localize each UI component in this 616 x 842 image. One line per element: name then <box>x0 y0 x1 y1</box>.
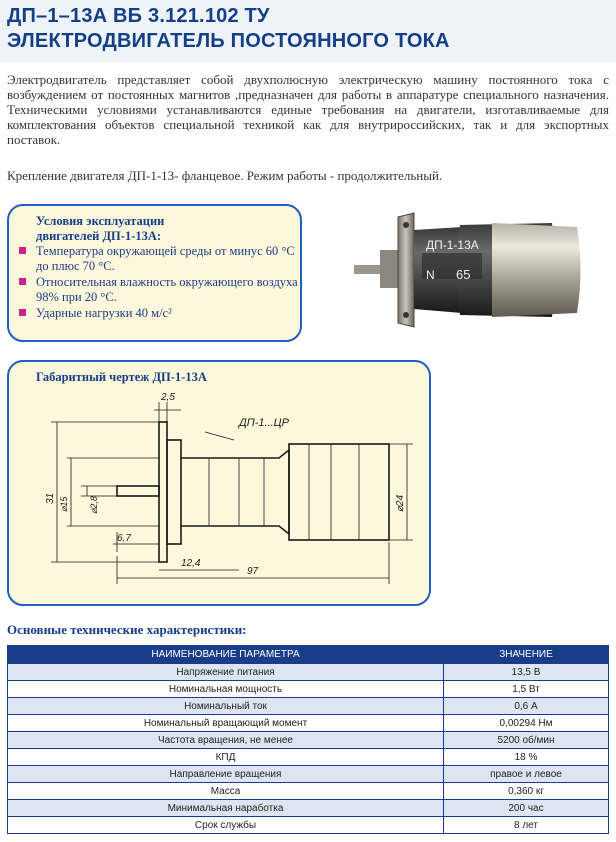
conditions-panel <box>7 204 302 342</box>
param-name: Номинальная мощность <box>8 681 444 698</box>
param-name: Номинальный вращающий момент <box>8 715 444 732</box>
drawing-flange <box>159 422 167 562</box>
flange-hole <box>403 222 409 228</box>
param-name: КПД <box>8 749 444 766</box>
table-row <box>8 749 609 766</box>
dim-12-4: 12,4 <box>181 558 201 569</box>
conditions-item <box>19 275 299 304</box>
drawing-title: Габаритный чертеж ДП-1-13А <box>36 370 207 384</box>
bullet-icon <box>19 247 26 254</box>
param-name: Частота вращения, не менее <box>8 732 444 749</box>
motor-collar <box>380 250 398 288</box>
dim-d24: ⌀24 <box>395 494 406 512</box>
drawing-body <box>181 450 289 534</box>
dim-31: 31 <box>45 492 56 504</box>
param-name: Масса <box>8 783 444 800</box>
motor-shaft <box>354 265 380 274</box>
param-name: Напряжение питания <box>8 664 444 681</box>
table-row <box>8 766 609 783</box>
flange-hole <box>403 312 409 318</box>
param-name: Направление вращения <box>8 766 444 783</box>
conditions-item <box>19 306 299 321</box>
intro-paragraph: Электродвигатель представляет собой двухполюсную электрическую машину постоянного тока с возбуждением от постоянных магнитов ,предназначен для работы в аппаратуре специального назначения. Техническими условиями устанавливаются единые требования на двигатели, изготавливаемые для комплектования объектов специальной техникой как для внутрироссийских, так и для экспортных поставок. <box>7 72 609 147</box>
motor-end-cap <box>492 223 581 317</box>
doc-code-title: ДП–1–13А ВБ 3.121.102 ТУ <box>7 5 270 27</box>
conditions-item-text: Относительная влажность окружающего воздуха 98% при 20 °С. <box>36 275 298 304</box>
conditions-title-line1: Условия эксплуатации <box>36 214 165 228</box>
param-name: Срок службы <box>8 817 444 834</box>
doc-main-title: ЭЛЕКТРОДВИГАТЕЛЬ ПОСТОЯННОГО ТОКА <box>7 30 450 52</box>
motor-letter: N <box>426 268 435 282</box>
conditions-title-line2: двигателей ДП-1-13А: <box>36 229 162 243</box>
param-value: 0,6 А <box>444 698 609 715</box>
param-name: Номинальный ток <box>8 698 444 715</box>
bullet-icon <box>19 278 26 285</box>
table-row <box>8 800 609 817</box>
drawing-shaft <box>117 486 159 496</box>
table-row <box>8 698 609 715</box>
dimension-drawing <box>9 362 431 606</box>
drawing-outline <box>117 422 389 562</box>
specs-header-value: ЗНАЧЕНИЕ <box>444 646 609 664</box>
specs-header-param: НАИМЕНОВАНИЕ ПАРАМЕТРА <box>8 646 444 664</box>
drawing-flange-collar <box>167 440 181 544</box>
motor-flange <box>398 213 414 327</box>
table-row <box>8 681 609 698</box>
param-value: 1,5 Вт <box>444 681 609 698</box>
specs-title: Основные технические характеристики: <box>7 622 247 637</box>
param-value: 5200 об/мин <box>444 732 609 749</box>
page-header <box>0 0 616 62</box>
motor-serial: 65 <box>456 267 471 282</box>
specs-table <box>7 645 609 834</box>
param-value: 0,360 кг <box>444 783 609 800</box>
table-row <box>8 817 609 834</box>
param-value: 8 лет <box>444 817 609 834</box>
motor-label: ДП-1-13А <box>426 238 479 252</box>
conditions-list <box>19 244 299 323</box>
param-name: Минимальная наработка <box>8 800 444 817</box>
dim-2-5: 2,5 <box>161 392 175 403</box>
mounting-note: Крепление двигателя ДП-1-13- фланцевое. Режим работы - продолжительный. <box>7 168 443 183</box>
table-row <box>8 732 609 749</box>
drawing-end-cap <box>289 444 389 540</box>
dim-97: 97 <box>247 566 259 577</box>
table-row <box>8 783 609 800</box>
dim-d2-8: ⌀2,8 <box>89 496 99 514</box>
table-row <box>8 715 609 732</box>
bullet-icon <box>19 309 26 316</box>
dim-6-7: 6,7 <box>117 533 131 544</box>
param-value: 18 % <box>444 749 609 766</box>
motor-photo <box>352 205 587 335</box>
conditions-item-text: Температура окружающей среды от минус 60 °С до плюс 70 °С. <box>36 244 295 273</box>
dim-d15: ⌀15 <box>59 496 69 512</box>
param-value: правое и левое <box>444 766 609 783</box>
conditions-item <box>19 244 299 273</box>
param-value: 13,5 В <box>444 664 609 681</box>
drawing-panel <box>7 360 431 606</box>
drawing-part-label: ДП-1...ЦР <box>239 417 289 429</box>
specs-header-row <box>8 646 609 664</box>
table-row <box>8 664 609 681</box>
conditions-title <box>36 214 164 244</box>
param-value: 0,00294 Нм <box>444 715 609 732</box>
conditions-item-text: Ударные нагрузки 40 м/с² <box>36 306 172 320</box>
param-value: 200 час <box>444 800 609 817</box>
